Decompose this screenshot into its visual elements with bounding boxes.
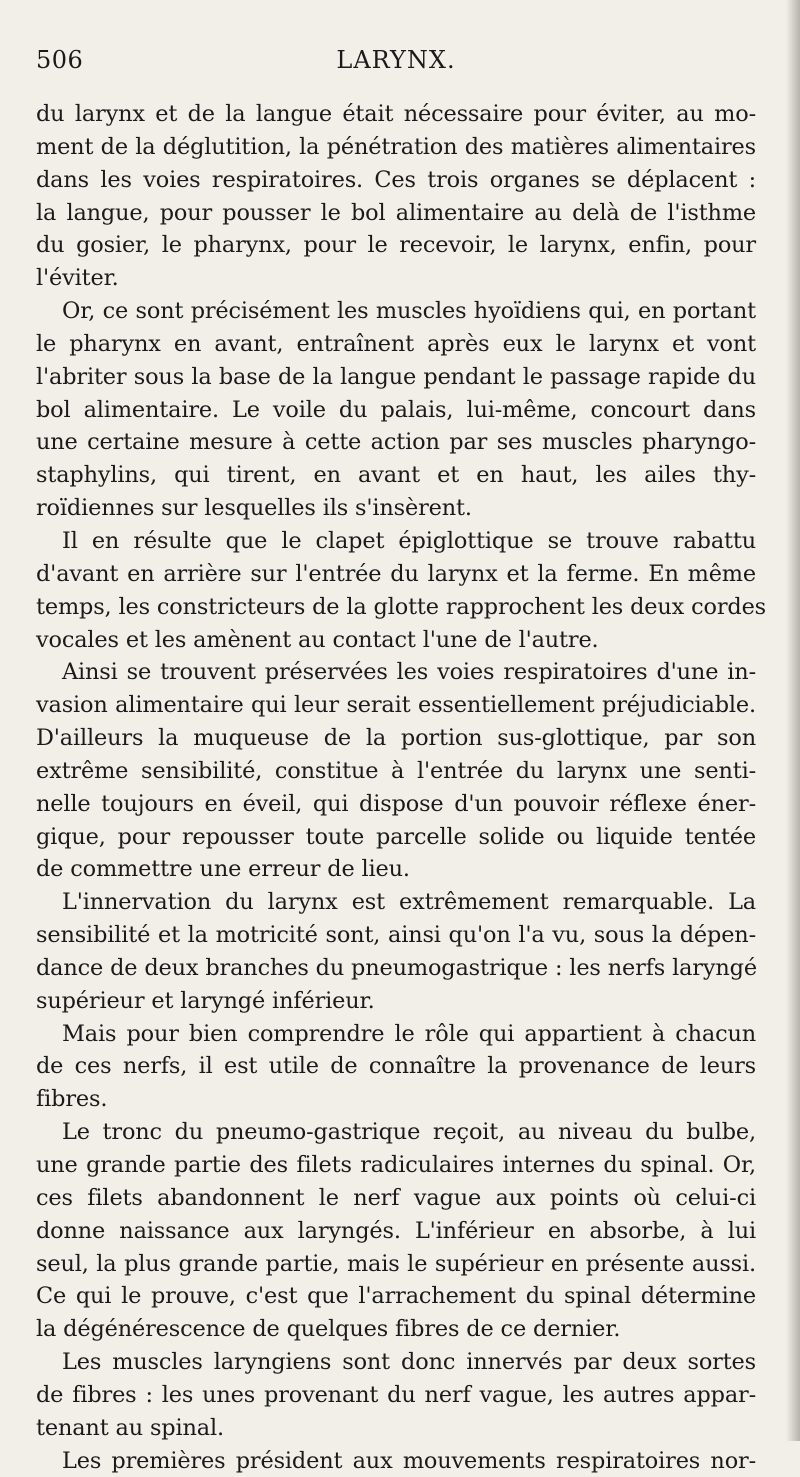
text-line: vasion alimentaire qui leur serait essentiellement préjudiciable.	[36, 692, 756, 719]
page-header	[36, 46, 756, 86]
text-line: Le tronc du pneumo-gastrique reçoit, au niveau du bulbe,	[62, 1119, 756, 1146]
text-line: une grande partie des filets radiculaires internes du spinal. Or,	[36, 1152, 756, 1178]
text-line: Les muscles laryngiens sont donc innervés par deux sortes	[62, 1349, 756, 1376]
text-line: staphylins, qui tirent, en avant et en haut, les ailes thy-	[36, 462, 756, 489]
text-line: bol alimentaire. Le voile du palais, lui-même, concourt dans	[36, 396, 756, 423]
text-line: Il en résulte que le clapet épiglottique se trouve rabattu	[62, 527, 756, 554]
text-line: vocales et les amènent au contact l'une de l'autre.	[36, 626, 599, 653]
text-line: de ces nerfs, il est utile de connaître la provenance de leurs	[36, 1053, 756, 1080]
text-line: tenant au spinal.	[36, 1414, 224, 1441]
text-line: dans les voies respiratoires. Ces trois organes se déplacent :	[36, 166, 756, 193]
text-line: Ainsi se trouvent préservées les voies respiratoires d'une in-	[62, 659, 756, 686]
text-line: L'innervation du larynx est extrêmement remarquable. La	[62, 889, 756, 916]
text-line: Or, ce sont précisément les muscles hyoïdiens qui, en portant	[62, 298, 756, 325]
text-line: seul, la plus grande partie, mais le supérieur en présente aussi.	[36, 1250, 756, 1277]
text-line: du larynx et de la langue était nécessaire pour éviter, au mo-	[36, 101, 756, 127]
running-title: LARYNX.	[336, 46, 456, 74]
text-line: fibres.	[36, 1086, 108, 1113]
text-line: temps, les constricteurs de la glotte rapprochent les deux cordes	[36, 593, 767, 620]
text-line: gique, pour repousser toute parcelle solide ou liquide tentée	[36, 823, 756, 850]
text-line: l'abriter sous la base de la langue pendant le passage rapide du	[36, 363, 756, 390]
text-line: d'avant en arrière sur l'entrée du larynx et la ferme. En même	[36, 560, 756, 587]
text-line: une certaine mesure à cette action par ses muscles pharyngo-	[36, 429, 756, 456]
text-line: la langue, pour pousser le bol alimentaire au delà de l'isthme	[36, 199, 756, 226]
text-line: donne naissance aux laryngés. L'inférieur en absorbe, à lui	[36, 1217, 756, 1244]
text-line: de fibres : les unes provenant du nerf vague, les autres appar-	[36, 1381, 756, 1408]
text-line: Ce qui le prouve, c'est que l'arrachement du spinal détermine	[36, 1283, 756, 1310]
text-line: nelle toujours en éveil, qui dispose d'un pouvoir réflexe éner-	[36, 790, 756, 817]
text-line: de commettre une erreur de lieu.	[36, 856, 410, 883]
text-line: Mais pour bien comprendre le rôle qui appartient à chacun	[62, 1020, 756, 1047]
page-edge-shadow	[786, 0, 800, 1441]
text-line: sensibilité et la motricité sont, ainsi qu'on l'a vu, sous la dépen-	[36, 922, 756, 949]
page-number: 506	[36, 46, 84, 74]
text-line: le pharynx en avant, entraînent après eux le larynx et vont	[36, 330, 756, 357]
text-line: supérieur et laryngé inférieur.	[36, 987, 375, 1014]
text-line: ment de la déglutition, la pénétration des matières alimentaires	[36, 133, 756, 160]
text-line: Les premières président aux mouvements respiratoires nor-	[62, 1447, 756, 1474]
text-line: dance de deux branches du pneumogastrique : les nerfs laryngé	[36, 954, 757, 981]
text-line: l'éviter.	[36, 265, 119, 292]
text-line: extrême sensibilité, constitue à l'entrée du larynx une senti-	[36, 757, 756, 784]
text-line: roïdiennes sur lesquelles ils s'insèrent.	[36, 495, 472, 522]
text-line: la dégénérescence de quelques fibres de ce dernier.	[36, 1316, 621, 1343]
body-text	[36, 98, 767, 1477]
text-line: du gosier, le pharynx, pour le recevoir, le larynx, enfin, pour	[36, 232, 756, 259]
text-line: D'ailleurs la muqueuse de la portion sus-glottique, par son	[36, 725, 756, 752]
text-line: ces filets abandonnent le nerf vague aux points où celui-ci	[36, 1184, 756, 1211]
